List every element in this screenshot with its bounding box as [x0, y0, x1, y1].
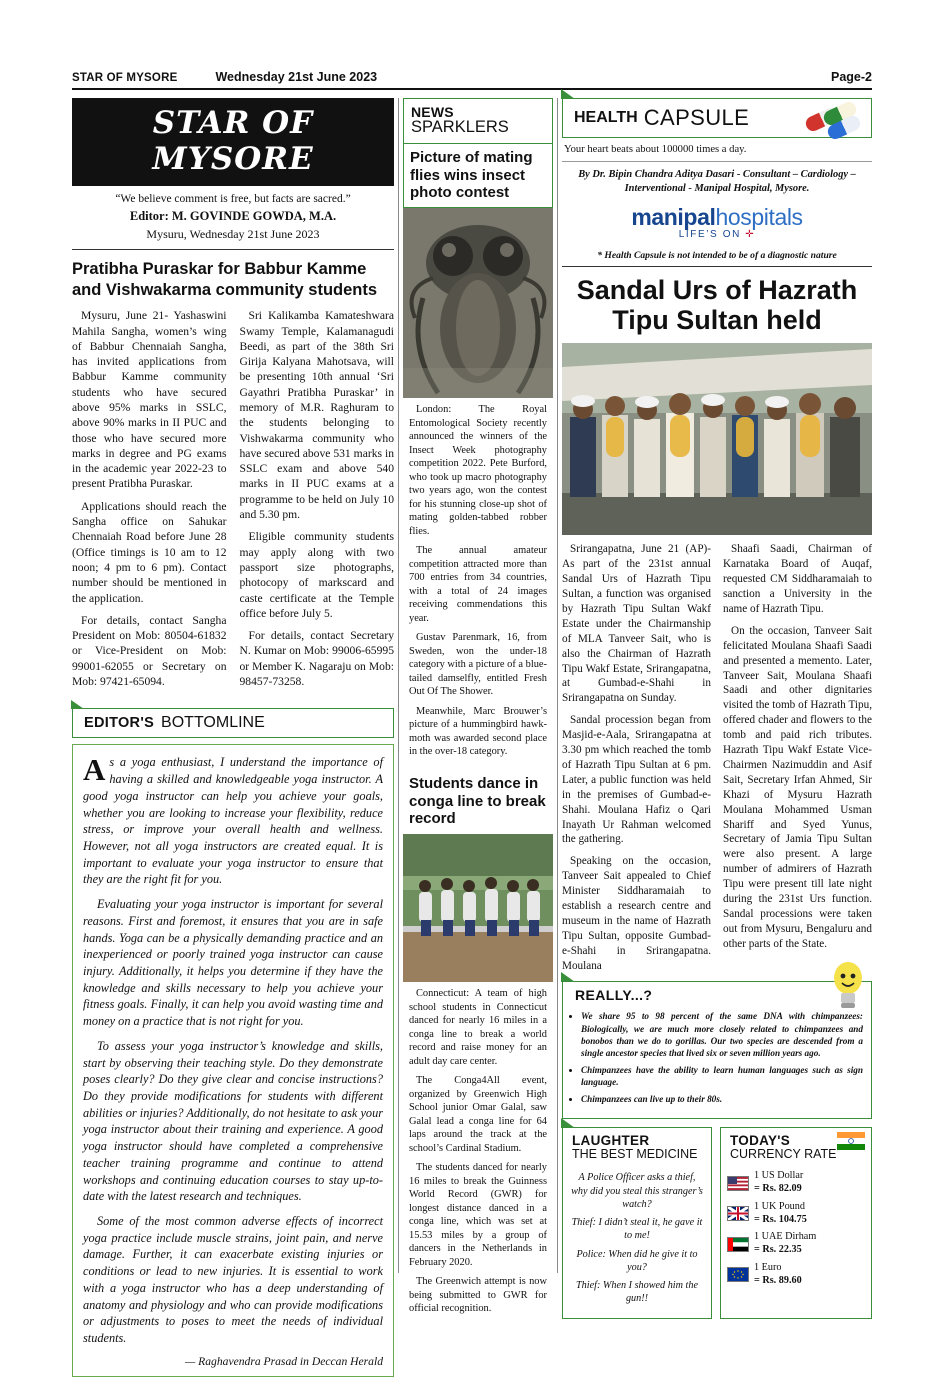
masthead-dateline: Mysuru, Wednesday 21st June 2023: [72, 227, 394, 250]
currency-value: = Rs. 104.75: [754, 1213, 807, 1225]
editorial-dropcap: A: [83, 752, 106, 788]
laughter-joke: [563, 1166, 711, 1317]
sandal-urs-ceremony-photo: [562, 343, 872, 535]
flies-illustration-icon: [403, 208, 553, 398]
currency-box: [720, 1127, 872, 1318]
currency-value: = Rs. 89.60: [754, 1274, 802, 1286]
currency-name: 1 UAE Dirham: [754, 1231, 817, 1243]
editorial-section-flag: [72, 708, 394, 738]
bottom-boxes-row: [562, 1127, 872, 1318]
health-flag-bold: HEALTH: [574, 109, 638, 126]
editorial-paragraph-text: s a yoga enthusiast, I understand the importance of having a skilled and knowledgeable yoga instructor. A good yoga instructor can help you achieve your goals, whether you are looking to increase your flexibility, reduce stress, or improve your overall health and wellness. However, not all yoga instructors are created equal. It is important to evaluate your yoga instructor to ensure that they are the right fit for you.: [83, 755, 383, 887]
currency-name: 1 UK Pound: [754, 1200, 805, 1212]
news-sparklers-box: [403, 98, 553, 208]
flag-triangle-icon: [71, 700, 84, 709]
list-item: • We share 95 to 98 percent of the same DNA with chimpanzees: Biologically, we are much more closely related to chimpanzees and bonobos than we do to gorillas. Our two species are descended from a single ancestor species that lived six or seven million years ago.: [581, 1010, 863, 1059]
masthead-editor: Editor: M. GOVINDE GOWDA, M.A.: [129, 209, 337, 223]
page-number: Page-2: [831, 70, 872, 84]
joke-line: Thief: When I showed him the gun!!: [576, 1280, 698, 1305]
joke-line: Police: When did he give it to you?: [576, 1248, 698, 1273]
masthead-logo-box: [72, 98, 394, 186]
flag-triangle-icon: [561, 89, 575, 99]
paragraph: Meanwhile, Marc Brouwer’s picture of a hummingbird hawk-moth was awarded second place in the over-18 category.: [409, 705, 547, 758]
ceremony-illustration-icon: [562, 343, 872, 535]
currency-title-light: CURRENCY RATE: [730, 1147, 837, 1162]
paper-name: STAR OF MYSORE: [72, 72, 178, 84]
editorial-flag-bold: EDITOR'S: [84, 715, 155, 732]
us-flag-icon: [727, 1176, 749, 1191]
joke-line: Thief: I didn’t steal it, he gave it to me!: [571, 1217, 703, 1242]
content-columns: [72, 98, 872, 1368]
newspaper-page: [72, 70, 872, 1368]
column-right: [562, 98, 872, 1305]
lead-story-headline: Pratibha Puraskar for Babbur Kamme and Vishwakarma community students: [72, 260, 378, 300]
masthead-creed: “We believe comment is free, but facts are sacred.”: [115, 193, 351, 205]
joke-line: A Police Officer asks a thief, why did you steal this stranger’s watch?: [571, 1172, 703, 1210]
health-disclaimer: * Health Capsule is not intended to be of a diagnostic nature: [562, 246, 872, 267]
mating-flies-photo: [403, 208, 553, 398]
paragraph: Shaafi Saadi, Chairman of Karnataka Board of Auqaf, requested CM Siddharamaiah to sanction a University in the name of Hazrath Tipu.: [723, 543, 872, 616]
currency-value: = Rs. 22.35: [754, 1244, 802, 1256]
issue-date: Wednesday 21st June 2023: [215, 70, 378, 84]
currency-value: = Rs. 82.09: [754, 1183, 802, 1195]
paragraph: On the occasion, Tanveer Sait felicitated Moulana Shaafi Saadi and presented a memento. Later, Tanveer Sait, Moulana Shaafi Saadi and other dignitaries visited the tomb of Hazrath Tipu, offered chader and flowers to the tomb and paid rich tributes. Hazrath Tipu Wakf Estate Vice-Chairmen Nazimuddin and Asif Sait, Secretary Irfan Ahmed, Sir Khazi of Mysuru Hazrath Moulana Mohammed Usman Shariff and Syed Yunus, Secretary of Jamia Tipu Sultan were also present. A large number of admirers of Hazrath Tipu were present till late night during the 231st Urs function. Sandal processions were taken out from Mysuru, Bengaluru and other parts of the State.: [723, 624, 872, 950]
really-list: [563, 1008, 871, 1118]
column-divider: [557, 98, 558, 1273]
laughter-title-light: THE BEST MEDICINE: [572, 1147, 698, 1162]
paragraph: Applications should reach the Sangha office on Sahukar Chennaiah Road before June 28 (Office timings is 10 am to 12 noon; 4 pm to 6 pm). Contact number should be mentioned in the application.: [72, 499, 227, 605]
laughter-title-bold: LAUGHTER: [572, 1133, 650, 1149]
brand-name-bold: manipal: [631, 204, 716, 231]
paragraph: Sandal procession began from Masjid-e-Aala, Srirangapatna at 3.30 pm which reached the tomb of Hazrath Tipu Sultan at 6 pm. Later, a public function was held in the premises of Gumbad-e-Shahi. Moulana Hafiz o Qari Inayath Ur Rahman welcomed the gathering.: [562, 714, 711, 846]
masthead-logo-text: STAR OF MYSORE: [152, 105, 314, 177]
paragraph: Eligible community students may apply along with two passport size photographs, photocopy of markscard and caste certificate at the Temple office before July 5.: [239, 530, 394, 620]
list-item: • Chimpanzees can live up to their 80s.: [581, 1093, 863, 1105]
paragraph: Sri Kalikamba Kamateshwara Swamy Temple, Kalamanagudi Beedi, as part of the 38th Sri Girija Kalyana Mahotsava, will be presenting 10th annual ‘Sri Gayathri Pratibha Puraskar’ in memory of M.R. Raghuram to the students belonging to Vishwakarma community who have secured above 531 marks in SSLC exam and above 540 marks in II PUC exams at a programme to be held on July 10 and 5.30 pm.: [239, 309, 394, 522]
editorial-box: [72, 744, 394, 1376]
laughter-box: [562, 1127, 712, 1318]
editorial-flag-light: BOTTOMLINE: [161, 714, 265, 732]
editorial-paragraph: Evaluating your yoga instructor is important for several reasons. First and foremost, it ensures that you are in safe hands. Yoga can be a physically demanding practice and an inexperienced or poorly trained yoga instructor can cause injury. Additionally, it helps you determine if they have the knowledge and skills necessary to help you achieve your fitness goals. Finally, it can help you avoid wasting time and money on a practice that is not right for you.: [83, 897, 383, 1029]
editorial-paragraph: [83, 754, 383, 888]
currency-list: [721, 1166, 871, 1298]
brand-name-light: hospitals: [715, 204, 803, 231]
sparkler-story1-body: [403, 398, 553, 771]
editorial-credit: — Raghavendra Prasad in Deccan Herald: [184, 1354, 383, 1368]
paragraph: The Greenwich attempt is now being submitted to GWR for official recognition.: [409, 1276, 547, 1315]
flag-triangle-icon: [561, 1118, 575, 1128]
capsule-icon: [803, 104, 863, 132]
column-divider: [398, 98, 399, 1273]
column-middle: [403, 98, 553, 1315]
currency-header: [721, 1128, 871, 1166]
health-byline: By Dr. Bipin Chandra Aditya Dasari - Consultant – Cardiology – Interventional - Manipal Hospital, Mysore.: [578, 169, 856, 195]
sparklers-flag: [404, 99, 552, 143]
laughter-header: [563, 1128, 711, 1166]
page-header: [72, 70, 872, 90]
column-left: [72, 98, 394, 1368]
paragraph: The annual amateur competition attracted more than 700 entries from 34 countries, with a total of 24 images receiving commendations this year.: [409, 545, 547, 624]
paragraph: The students danced for nearly 16 miles to break the Guinness World Record (GWR) for longest distance danced in a conga line, which was set at 15.53 miles by a group of dancers in the Netherlands in February 2020.: [409, 1162, 547, 1268]
really-title: REALLY...?: [575, 987, 653, 1004]
currency-row: [727, 1201, 865, 1227]
sparkler-story2-body: [403, 982, 553, 1328]
list-item: • Chimpanzees have the ability to learn human languages such as sign language.: [581, 1064, 863, 1088]
currency-title-bold: TODAY'S: [730, 1133, 791, 1149]
editorial-paragraph: To assess your yoga instructor’s knowledge and skills, start by observing their teaching style. Do they demonstrate poses clearly? Do they give clear and concise instructions? Do they provide modifications for students with different abilities or injuries? Additionally, do not hesitate to ask your yoga instructor about their training and experience. A good yoga instructor should have completed a comprehensive teacher training programme and continue to attend workshops and continuing education courses to stay up-to-date with the latest research and techniques.: [83, 1038, 383, 1204]
paragraph: Gustav Parenmark, 16, from Sweden, won the under-18 category with a picture of a blue-tailed damselfly, entitled Fresh Out Of The Shower.: [409, 632, 547, 698]
sparklers-flag-light: SPARKLERS: [411, 118, 509, 136]
paragraph: The Conga4All event, organized by Greenwich High School junior Omar Galal, saw Galal lead a conga line for 64 laps around the track at the school’s Cardinal Stadium.: [409, 1075, 547, 1154]
students-dancing-illustration-icon: [403, 834, 553, 982]
health-fact-line: Your heart beats about 100000 times a day.: [562, 138, 872, 162]
lead-story-body: [72, 308, 394, 696]
conga-line-photo: [403, 834, 553, 982]
editorial-paragraph: Some of the most common adverse effects of incorrect yoga practice include muscle strains, joint pain, and nerve damage. Further, it can exacerbate existing injuries or conditions or lead to new injuries. It is essential to work with a yoga instructor who has a deep understanding of anatomy and physiology and who can provide modifications or adjustments to poses to meet the needs of individual students.: [83, 1214, 383, 1346]
currency-row: [727, 1170, 865, 1196]
currency-row: [727, 1231, 865, 1257]
red-cross-icon: ✛: [745, 229, 756, 241]
lightbulb-mascot-icon: [831, 960, 865, 1014]
eu-flag-icon: [727, 1267, 749, 1282]
brand-name: [562, 204, 872, 231]
uae-flag-icon: [727, 1237, 749, 1252]
manipal-hospitals-logo: [562, 202, 872, 246]
paragraph: Connecticut: A team of high school students in Connecticut danced for nearly 16 miles in a conga line to break a world record and raise money for an adult day care center.: [409, 988, 547, 1067]
paragraph: Mysuru, June 21- Yashaswini Mahila Sangha, women’s wing of Babbur Chennaiah Sangha, has invited applications from Babbur Kamme community students who have secured above 95% marks in SSLC, above 90% marks in II PUC and those who have secured more marks in degree and PG exams in the academic year 2022-23 to present Pratibha Puraskar.: [72, 309, 227, 491]
sparklers-flag-bold: NEWS: [411, 104, 454, 120]
paragraph: For details, contact Sangha President on Mob: 80504-61832 or Vice-President on Mob: 99001-62055 or Secretary on Mob: 97421-65094.: [72, 613, 227, 689]
health-story-headline: Sandal Urs of Hazrath Tipu Sultan held: [576, 275, 858, 335]
currency-row: [727, 1262, 865, 1288]
health-capsule-flag: [562, 98, 872, 138]
india-flag-icon: [837, 1132, 865, 1150]
health-story-body: [562, 542, 872, 973]
paragraph: London: The Royal Entomological Society recently announced the winners of the Insect Week photography competition 2022. Pete Burford, who took up macro photography two years ago, won the contest for his stunning close-up shot of mating golden-tabbed robber flies.: [409, 404, 547, 537]
health-flag-light: CAPSULE: [643, 105, 750, 130]
paragraph: Srirangapatna, June 21 (AP)- As part of the 231st annual Sandal Urs of Hazrath Tipu Sultan, a function was organised by Hazrath Tipu Sultan Wakf Estate under the Chairmanship of MLA Tanveer Sait, who is also the Chairman of Hazrath Tipu Wakf Estate, Srirangapatna, at Gumbad-e-Shahi in Srirangapatna on Sunday.: [562, 543, 711, 705]
currency-name: 1 US Dollar: [754, 1170, 804, 1182]
uk-flag-icon: [727, 1206, 749, 1221]
really-box: [562, 981, 872, 1119]
sparkler-story2-title: Students dance in conga line to break record: [409, 774, 546, 828]
brand-tagline: [562, 229, 872, 240]
paragraph: For details, contact Secretary N. Kumar on Mob: 99006-65995 or Member K. Nagaraju on Mob: 98457-73258.: [239, 629, 394, 689]
sparkler-story1-title: Picture of mating flies wins insect photo contest: [404, 143, 552, 207]
paragraph: Speaking on the occasion, Tanveer Sait appealed to Chief Minister Siddharamaiah to establish a research centre and museum in the name of Hazrath Tipu Sultan, opposite Gumbad-e-Shahi in Srirangapatna. Moulana: [562, 855, 711, 972]
currency-name: 1 Euro: [754, 1261, 782, 1273]
brand-tagline-text: LIFE’S ON: [678, 229, 741, 241]
flag-triangle-icon: [561, 972, 575, 982]
